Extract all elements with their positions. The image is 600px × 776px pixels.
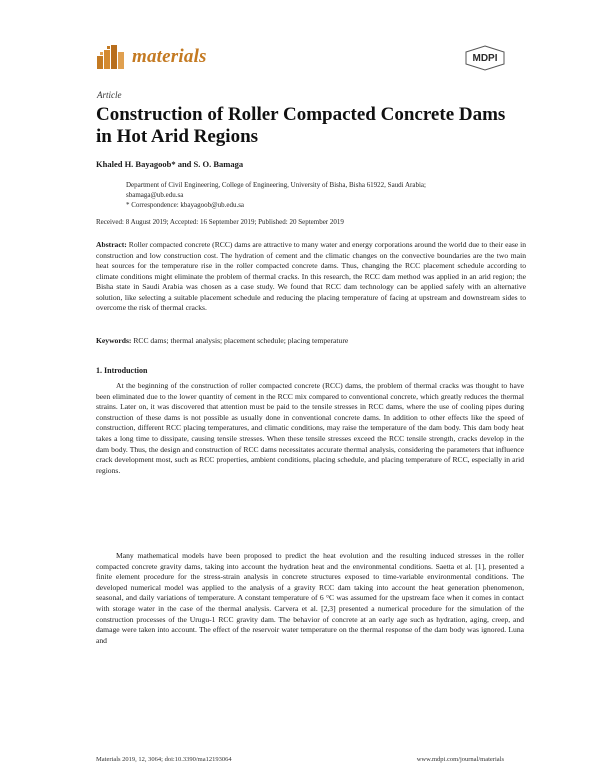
journal-logo [96, 40, 246, 80]
abstract-text: Roller compacted concrete (RCC) dams are attractive to many water and energy corporations around the world due to their ease in construction and low construction cost. The hydration of cement and the climatic changes on the convective boundaries are the two main heat sources for the temperature rise in the roller compacted concrete dams. Thus, changing the RCC placement schedule according to climate conditions might eliminate the problem of thermal cracks. In this research, the RCC dam method was applied in an arid region; the Bisha state in Saudi Arabia was chosen as a case study. We found that RCC dam technology can be applied safely with an alternative solution, like selecting a suitable placement schedule and reducing the placing temperature of facing at upstream and downstream sides to overcome the risk of thermal cracks. [96, 240, 526, 312]
article-type: Article [97, 90, 122, 100]
section-heading: 1. Introduction [96, 366, 148, 375]
abstract-label: Abstract: [96, 240, 127, 249]
abstract [96, 240, 526, 314]
publisher-logo [464, 45, 506, 71]
journal-name: materials [132, 46, 207, 67]
keywords-text: RCC dams; thermal analysis; placement schedule; placing temperature [133, 336, 349, 345]
publication-dates: Received: 8 August 2019; Accepted: 16 September 2019; Published: 20 September 2019 [96, 218, 344, 226]
footer-citation: Materials 2019, 12, 3064; doi:10.3390/ma12193064 [96, 756, 232, 763]
author-list: Khaled H. Bayagoob* and S. O. Bamaga [96, 159, 244, 169]
correspondence: * Correspondence: kbayagoob@ub.edu.sa [126, 201, 245, 209]
paper-title: Construction of Roller Compacted Concrete Dams in Hot Arid Regions [96, 104, 506, 147]
keywords [96, 336, 526, 347]
intro-paragraph-1: At the beginning of the construction of roller compacted concrete (RCC) dams, the problem of thermal cracks was thought to have been eliminated due to the lower quantity of cement in the RCC mix compared to conventional concrete, which greatly reduces the thermal strains. Later on, it was discovered that attention must be paid to the tensile stresses in RCC dams, where the use of cooling pipes during construction of these dams is not possible as usually done in conventional concrete dams. In addition to other effects like the speed of construction, different RCC placing temperatures, and climatic conditions, may raise the temperature of the dam body. This dam body heat takes a long time to dissipate, causing tensile stresses. When these tensile stresses exceed the RCC tensile strength, cracks develop in the dam body. Thus, the design and construction of RCC dams necessitates accurate thermal analysis, considering the parameters that influence crack development most, such as RCC properties, ambient conditions, placing schedule, and placing temperature of RCC, especially in arid regions. [96, 381, 524, 475]
affiliation-email[interactable]: sbamaga@ub.edu.sa [126, 191, 184, 199]
materials-logo-icon [96, 42, 126, 70]
publisher-name: MDPI [472, 53, 498, 64]
affiliation-line: Department of Civil Engineering, College of Engineering, University of Bisha, Bisha 61922, Saudi Arabia; [126, 181, 426, 189]
footer-url[interactable]: www.mdpi.com/journal/materials [416, 756, 504, 763]
keywords-label: Keywords: [96, 336, 132, 345]
intro-paragraph-2: Many mathematical models have been proposed to predict the heat evolution and the resulting induced stresses in the roller compacted concrete gravity dams, taking into account the hydration heat and the environmental conditions. Saetta et al. [1], presented a finite element procedure for the stress-strain analysis in concrete structures exposed to time-variable environmental conditions. The developed numerical model was applied to the analysis of a gravity RCC dam taking into account the heat generation phenomenon, seasonal, and daily variations of temperature. A constant temperature of 6 °C was assumed for the upstream face when it comes in contact with storage water in the case of the thermal analysis. Carvera et al. [2,3] presented a numerical procedure for the simulation of the construction processes of the Urugu-1 RCC gravity dam. The behavior of concrete at an early age such as hydration, aging, creep, and damage were taken into account. The effect of the reservoir water temperature on the thermal response of the dam body was ignored. Luna and [96, 551, 524, 645]
